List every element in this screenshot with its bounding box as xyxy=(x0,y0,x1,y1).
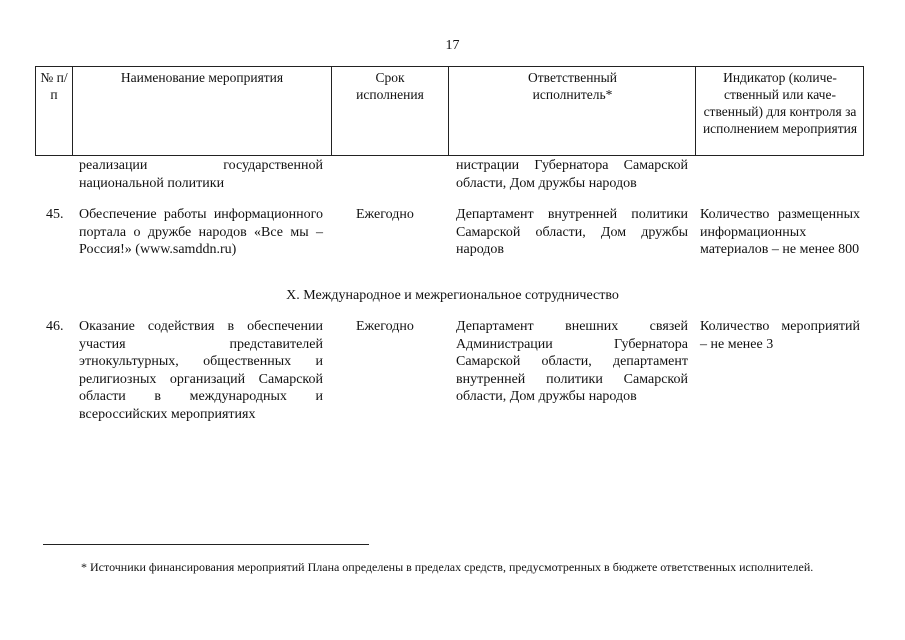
section-heading: X. Международное и межрегиональное сотрудничество xyxy=(286,288,619,303)
header-divider xyxy=(448,66,449,156)
header-divider xyxy=(695,66,696,156)
cell-name: Оказание содействия в обеспечении участия представителей этнокультурных, общественных и религиозных организаций Самарской области в международных и всероссийских мероприятиях xyxy=(79,319,323,422)
cell-number: 45. xyxy=(46,207,64,222)
cell-name: Обеспечение работы информационного портала о дружбе народов «Все мы – Россия!» (www.samddn.ru) xyxy=(79,207,323,257)
header-divider xyxy=(331,66,332,156)
footnote: * Источники финансирования мероприятий Плана определены в пределах средств, предусмотренных в бюджете ответственных исполнителей. xyxy=(81,560,814,574)
cell-responsible: Департамент внешних связей Администрации Губернатора Самарской области, департамент внутренней политики Самарской области, Дом дружбы народов xyxy=(456,319,688,404)
header-bottom-border xyxy=(35,155,864,156)
cell-number: 46. xyxy=(46,319,64,334)
header-divider xyxy=(863,66,864,156)
cell-deadline: Ежегодно xyxy=(356,319,414,334)
column-header-name: Наименование мероприятия xyxy=(120,70,284,85)
footnote-rule xyxy=(43,544,369,545)
cell-indicator: Количество размещенных информационных материалов – не менее 800 xyxy=(700,207,860,257)
header-top-border xyxy=(35,66,864,67)
cell-name: реализации государственной национальной политики xyxy=(79,158,323,191)
cell-responsible: нистрации Губернатора Самарской области, Дом дружбы народов xyxy=(456,158,688,191)
cell-deadline: Ежегодно xyxy=(356,207,414,222)
cell-responsible: Департамент внутренней политики Самарской области, Дом дружбы народов xyxy=(456,207,688,257)
column-header-indicator: Индикатор (количе-ственный или каче-ственный) для контроля за исполнением мероприятия xyxy=(702,70,858,136)
header-divider xyxy=(72,66,73,156)
column-header-responsible: Ответственный исполнитель* xyxy=(528,70,617,102)
page-number: 17 xyxy=(445,38,460,53)
column-header-deadline: Срок исполнения xyxy=(356,70,424,102)
cell-indicator: Количество мероприятий – не менее 3 xyxy=(700,319,860,352)
column-header-number: № п/п xyxy=(40,70,68,102)
header-divider xyxy=(35,66,36,156)
